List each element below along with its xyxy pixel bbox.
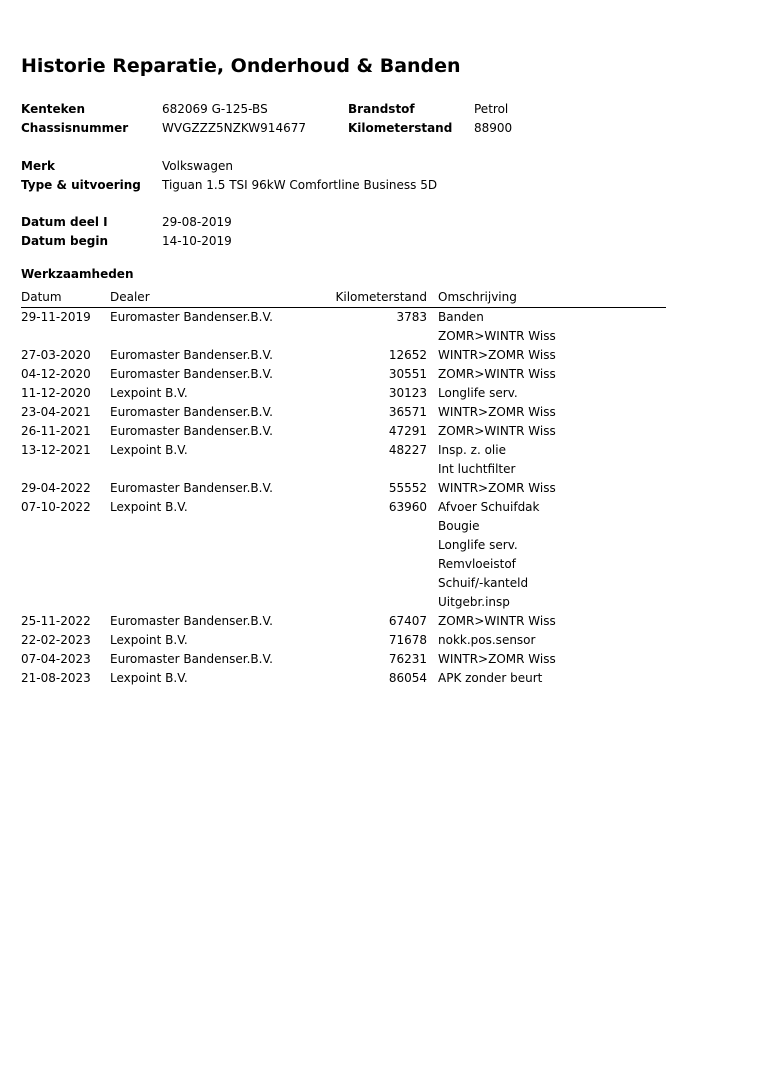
- cell-datum: 25-11-2022: [21, 614, 91, 628]
- cell-omschrijving: Uitgebr.insp: [438, 595, 510, 609]
- table-row: [21, 631, 666, 650]
- datum-begin-value: 14-10-2019: [162, 234, 232, 248]
- cell-dealer: Euromaster Bandenser.B.V.: [110, 405, 273, 419]
- table-row: [21, 460, 666, 479]
- cell-omschrijving: Longlife serv.: [438, 538, 518, 552]
- table-row: [21, 593, 666, 612]
- cell-omschrijving: Int luchtfilter: [438, 462, 516, 476]
- cell-omschrijving: ZOMR>WINTR Wiss: [438, 614, 556, 628]
- cell-datum: 07-04-2023: [21, 652, 91, 666]
- table-header: [21, 288, 666, 308]
- type-value: Tiguan 1.5 TSI 96kW Comfortline Business 5D: [162, 178, 438, 192]
- cell-dealer: Lexpoint B.V.: [110, 671, 188, 685]
- cell-dealer: Lexpoint B.V.: [110, 633, 188, 647]
- table-row: [21, 574, 666, 593]
- column-header-datum: Datum: [21, 290, 62, 304]
- cell-kilometerstand: 48227: [388, 443, 427, 457]
- cell-datum: 11-12-2020: [21, 386, 91, 400]
- merk-label: Merk: [21, 159, 55, 173]
- cell-omschrijving: Banden: [438, 310, 484, 324]
- cell-kilometerstand: 76231: [388, 652, 427, 666]
- cell-datum: 27-03-2020: [21, 348, 91, 362]
- kilometerstand-label: Kilometerstand: [348, 121, 453, 135]
- cell-datum: 22-02-2023: [21, 633, 91, 647]
- table-row: [21, 479, 666, 498]
- datum-begin-label: Datum begin: [21, 234, 108, 248]
- cell-kilometerstand: 30551: [388, 367, 427, 381]
- cell-omschrijving: Bougie: [438, 519, 480, 533]
- table-row: [21, 498, 666, 517]
- table-row: [21, 346, 666, 365]
- cell-dealer: Euromaster Bandenser.B.V.: [110, 614, 273, 628]
- cell-datum: 23-04-2021: [21, 405, 91, 419]
- table-row: [21, 555, 666, 574]
- table-row: [21, 441, 666, 460]
- cell-omschrijving: WINTR>ZOMR Wiss: [438, 652, 556, 666]
- cell-kilometerstand: 67407: [388, 614, 427, 628]
- cell-kilometerstand: 36571: [388, 405, 427, 419]
- chassis-label: Chassisnummer: [21, 121, 129, 135]
- kilometerstand-value: 88900: [474, 121, 513, 135]
- werkzaamheden-table-body: [21, 308, 666, 688]
- cell-datum: 26-11-2021: [21, 424, 91, 438]
- cell-datum: 04-12-2020: [21, 367, 91, 381]
- kenteken-value: 682069 G-125-BS: [162, 102, 268, 116]
- cell-kilometerstand: 71678: [388, 633, 427, 647]
- cell-omschrijving: Longlife serv.: [438, 386, 518, 400]
- brandstof-label: Brandstof: [348, 102, 415, 116]
- cell-dealer: Lexpoint B.V.: [110, 443, 188, 457]
- cell-omschrijving: ZOMR>WINTR Wiss: [438, 329, 556, 343]
- cell-omschrijving: WINTR>ZOMR Wiss: [438, 405, 556, 419]
- cell-datum: 29-11-2019: [21, 310, 91, 324]
- table-row: [21, 650, 666, 669]
- table-row: [21, 384, 666, 403]
- cell-kilometerstand: 63960: [388, 500, 427, 514]
- table-row: [21, 403, 666, 422]
- cell-datum: 29-04-2022: [21, 481, 91, 495]
- table-row: [21, 422, 666, 441]
- cell-dealer: Lexpoint B.V.: [110, 386, 188, 400]
- cell-dealer: Euromaster Bandenser.B.V.: [110, 652, 273, 666]
- cell-omschrijving: WINTR>ZOMR Wiss: [438, 348, 556, 362]
- cell-dealer: Euromaster Bandenser.B.V.: [110, 367, 273, 381]
- cell-dealer: Euromaster Bandenser.B.V.: [110, 481, 273, 495]
- cell-datum: 13-12-2021: [21, 443, 91, 457]
- cell-omschrijving: Afvoer Schuifdak: [438, 500, 540, 514]
- cell-kilometerstand: 55552: [388, 481, 427, 495]
- cell-omschrijving: WINTR>ZOMR Wiss: [438, 481, 556, 495]
- cell-kilometerstand: 30123: [388, 386, 427, 400]
- chassis-value: WVGZZZ5NZKW914677: [162, 121, 306, 135]
- cell-kilometerstand: 47291: [388, 424, 427, 438]
- cell-omschrijving: Remvloeistof: [438, 557, 516, 571]
- table-row: [21, 669, 666, 688]
- column-header-omschrijving: Omschrijving: [438, 290, 517, 304]
- cell-datum: 21-08-2023: [21, 671, 91, 685]
- cell-omschrijving: Schuif/-kanteld: [438, 576, 529, 590]
- cell-omschrijving: nokk.pos.sensor: [438, 633, 536, 647]
- cell-datum: 07-10-2022: [21, 500, 91, 514]
- cell-omschrijving: ZOMR>WINTR Wiss: [438, 367, 556, 381]
- datum-deel1-value: 29-08-2019: [162, 215, 232, 229]
- table-row: [21, 365, 666, 384]
- cell-dealer: Lexpoint B.V.: [110, 500, 188, 514]
- cell-kilometerstand: 86054: [388, 671, 427, 685]
- table-row: [21, 327, 666, 346]
- table-row: [21, 308, 666, 327]
- cell-dealer: Euromaster Bandenser.B.V.: [110, 310, 273, 324]
- cell-kilometerstand: 12652: [388, 348, 427, 362]
- cell-omschrijving: ZOMR>WINTR Wiss: [438, 424, 556, 438]
- page-title: Historie Reparatie, Onderhoud & Banden: [21, 55, 461, 77]
- column-header-dealer: Dealer: [110, 290, 150, 304]
- column-header-kilometerstand: Kilometerstand: [335, 290, 427, 304]
- werkzaamheden-heading: Werkzaamheden: [21, 267, 134, 281]
- cell-kilometerstand: 3783: [396, 310, 427, 324]
- table-row: [21, 612, 666, 631]
- cell-omschrijving: APK zonder beurt: [438, 671, 543, 685]
- kenteken-label: Kenteken: [21, 102, 85, 116]
- cell-dealer: Euromaster Bandenser.B.V.: [110, 424, 273, 438]
- merk-value: Volkswagen: [162, 159, 233, 173]
- brandstof-value: Petrol: [474, 102, 509, 116]
- cell-omschrijving: Insp. z. olie: [438, 443, 506, 457]
- cell-dealer: Euromaster Bandenser.B.V.: [110, 348, 273, 362]
- table-row: [21, 536, 666, 555]
- table-row: [21, 517, 666, 536]
- type-label: Type & uitvoering: [21, 178, 141, 192]
- datum-deel1-label: Datum deel I: [21, 215, 108, 229]
